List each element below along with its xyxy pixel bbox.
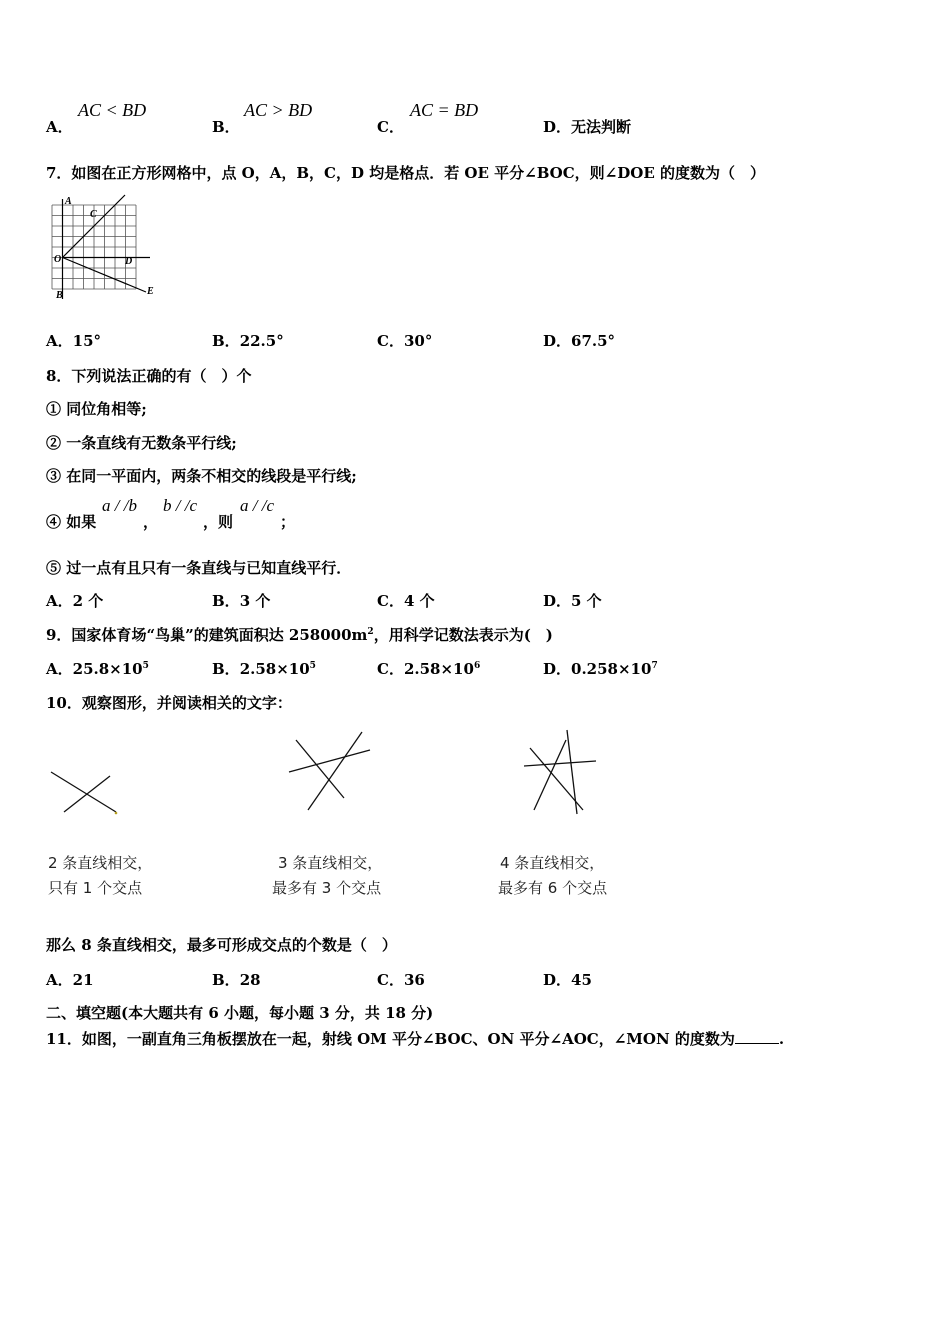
- q9-stem: 9．国家体育场“鸟巢”的建筑面积达 $258000m^2$，用科学记数法表示为( ): [46, 626, 553, 644]
- q7-option-c: C．30°: [377, 332, 433, 350]
- q7-label-o: O: [54, 254, 62, 265]
- q7-option-d: D．67.5°: [543, 332, 616, 350]
- q7-grid-figure: [46, 195, 161, 305]
- q6-option-b-letter: B．: [212, 118, 240, 136]
- q7-label-b: B: [56, 290, 63, 301]
- q11-answer-blank[interactable]: [735, 1029, 779, 1044]
- q7-stem: 7．如图在正方形网格中，点 O，A，B，C，D 均是格点．若 OE 平分∠BOC，则∠DOE 的度数为（ ）: [46, 164, 765, 182]
- q8-statement-4-prefix: ④ 如果: [46, 513, 97, 531]
- q10-question: 那么 8 条直线相交，最多可形成交点的个数是（ ）: [46, 936, 397, 954]
- q7-label-d: D: [125, 256, 133, 267]
- q6-option-d: D．无法判断: [543, 118, 632, 136]
- q8-statement-2: ② 一条直线有无数条平行线;: [46, 434, 237, 452]
- q8-statement-4-then: ，则: [203, 513, 234, 531]
- q10-stem: 10．观察图形，并阅读相关的文字：: [46, 694, 292, 712]
- q10-caption-3-line-1: 4 条直线相交，: [500, 854, 605, 872]
- q7-label-a: A: [65, 196, 72, 207]
- q10-caption-2-line-2: 最多有 3 个交点: [272, 879, 382, 897]
- q8-option-d: D．5 个: [543, 592, 602, 610]
- q8-statement-3: ③ 在同一平面内，两条不相交的线段是平行线;: [46, 467, 357, 485]
- q6-option-b-expr: AC > BD: [244, 100, 313, 120]
- q10-figure-three-lines: [286, 728, 376, 818]
- q8-statement-1: ① 同位角相等;: [46, 400, 147, 418]
- q10-option-b: B．28: [212, 971, 261, 989]
- q9-option-a: A．$25.8\times 10^5$: [46, 660, 149, 678]
- q10-caption-2-line-1: 3 条直线相交，: [278, 854, 383, 872]
- q10-caption-1-line-2: 只有 1 个交点: [48, 879, 143, 897]
- q7-option-b: B．22.5°: [212, 332, 284, 350]
- q8-statement-4-end: ；: [280, 513, 296, 531]
- q8-statement-4-math-3: a / /c: [240, 496, 274, 515]
- q10-figure-four-lines: [520, 728, 605, 818]
- q8-option-a: A．2 个: [46, 592, 104, 610]
- q8-statement-4-math-1: a / /b: [102, 496, 137, 515]
- q7-label-c: C: [90, 209, 97, 220]
- q11-stem: 11．如图，一副直角三角板摆放在一起，射线 OM 平分∠BOC、ON 平分∠AOC，∠MON 的度数为 .: [46, 1030, 785, 1048]
- q10-caption-3-line-2: 最多有 6 个交点: [498, 879, 608, 897]
- q9-option-d: D．$0.258\times 10^7$: [543, 660, 658, 678]
- q9-option-c: C．$2.58\times 10^6$: [377, 660, 481, 678]
- q8-option-c: C．4 个: [377, 592, 435, 610]
- q7-label-e: E: [147, 286, 154, 297]
- q6-option-c-letter: C．: [377, 118, 404, 136]
- q8-option-b: B．3 个: [212, 592, 271, 610]
- q8-statement-5: ⑤ 过一点有且只有一条直线与已知直线平行．: [46, 559, 352, 577]
- q10-option-d: D．45: [543, 971, 592, 989]
- q6-option-a-expr: AC < BD: [78, 100, 147, 120]
- q6-option-c-expr: AC = BD: [410, 100, 479, 120]
- q8-statement-4-comma: ，: [143, 513, 159, 531]
- q8-stem: 8．下列说法正确的有（ ）个: [46, 367, 252, 385]
- q9-option-b: B．$2.58\times 10^5$: [212, 660, 316, 678]
- q8-statement-4-math-2: b / /c: [163, 496, 197, 515]
- q6-option-a-letter: A．: [46, 118, 73, 136]
- q10-option-a: A．21: [46, 971, 94, 989]
- q10-caption-1-line-1: 2 条直线相交，: [48, 854, 153, 872]
- section-2-title: 二、填空题(本大题共有 6 小题，每小题 3 分，共 18 分): [46, 1004, 434, 1022]
- q10-figure-two-lines: [46, 762, 126, 822]
- q10-option-c: C．36: [377, 971, 425, 989]
- q7-option-a: A．15°: [46, 332, 102, 350]
